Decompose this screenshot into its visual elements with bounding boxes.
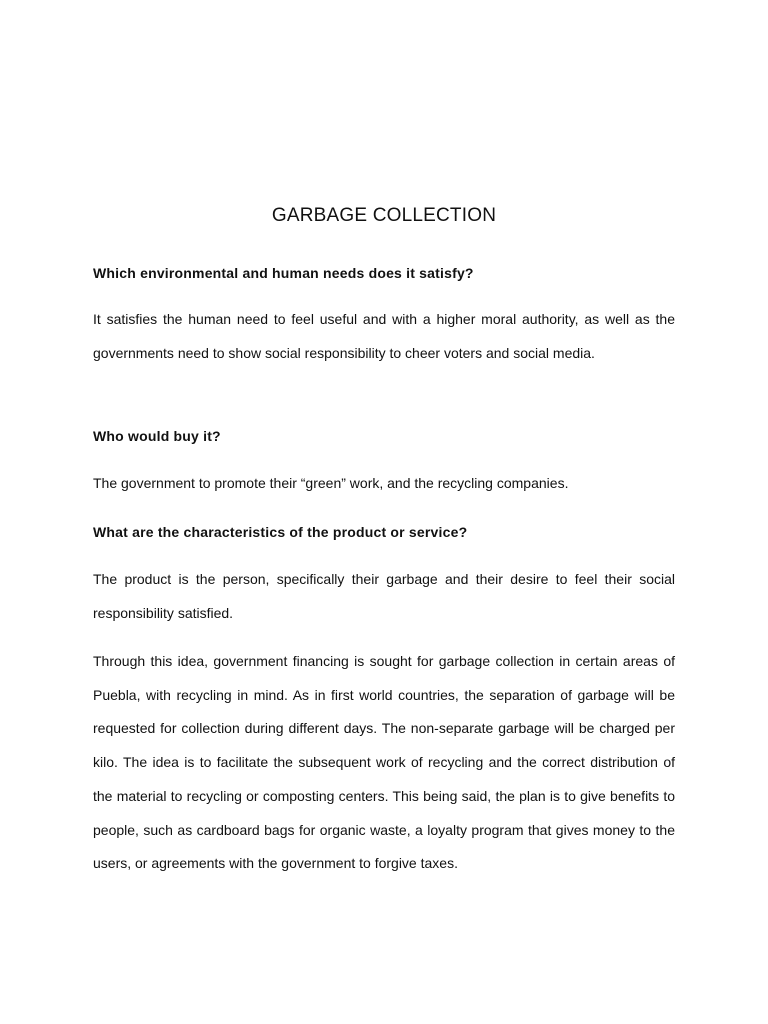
answer-environmental-needs: It satisfies the human need to feel useful and with a higher moral authority, as well as the governments need to show social responsibility to cheer voters and social media. xyxy=(93,311,675,361)
paragraph-financing-plan: Through this idea, government financing is sought for garbage collection in certain areas of Puebla, with recycling in mind. As in first world countries, the separation of garbage will be requested for collection during different days. The non-separate garbage will be charged per kilo. The idea is to facilitate the subsequent work of recycling and the correct distribution of the material to recycling or composting centers. This being said, the plan is to give benefits to people, such as cardboard bags for organic waste, a loyalty program that gives money to the users, or agreements with the government to forgive taxes. xyxy=(93,653,675,872)
answer-product-characteristics: The product is the person, specifically their garbage and their desire to feel their social responsibility satisfied. xyxy=(93,571,675,621)
question-environmental-needs: Which environmental and human needs does it satisfy? xyxy=(93,265,474,281)
question-who-would-buy: Who would buy it? xyxy=(93,428,221,444)
question-product-characteristics: What are the characteristics of the product or service? xyxy=(93,524,468,540)
answer-who-would-buy: The government to promote their “green” work, and the recycling companies. xyxy=(93,475,569,491)
document-title: GARBAGE COLLECTION xyxy=(271,205,497,226)
